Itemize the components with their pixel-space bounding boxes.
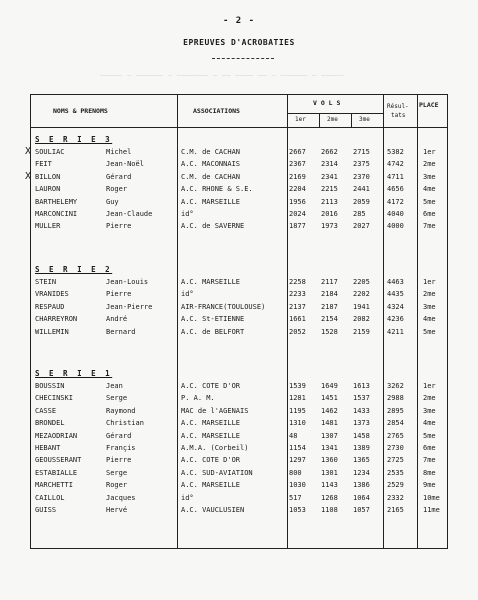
flight-3-score: 1064 [353, 493, 370, 502]
table-row [31, 328, 449, 340]
column-divider [351, 113, 352, 127]
result-cell: 4324 [387, 302, 404, 311]
association-cell: A.C. COTE D'OR [181, 456, 241, 465]
flight-1-score: 1195 [289, 406, 306, 415]
flight-1-score: 2204 [289, 185, 306, 194]
result-cell: 2535 [387, 468, 404, 477]
result-cell: 4435 [387, 290, 404, 299]
flight-1-score: 2169 [289, 172, 306, 181]
table-row [31, 432, 449, 444]
flight-3-score: 1386 [353, 481, 370, 490]
flight-3-score: 1458 [353, 431, 370, 440]
association-cell: A.C. RHONE & S.E. [181, 185, 253, 194]
flight-1-score: 2258 [289, 278, 306, 286]
competitor-firstname: Françis [106, 444, 136, 452]
association-cell: A.C. de SAVERNE [181, 222, 245, 231]
association-cell: A.C. MARSEILLE [181, 419, 241, 428]
competitor-firstname: Gérard [106, 431, 132, 440]
title-underline [212, 58, 274, 59]
competitor-name: CASSE [35, 406, 57, 415]
association-cell: C.M. de CACHAN [181, 148, 241, 156]
section-title: S E R I E 3 [35, 135, 113, 144]
flight-2-score: 2113 [321, 197, 338, 206]
table-row [31, 394, 449, 406]
header-names: NOMS & PRENOMS [53, 107, 108, 115]
association-cell: AIR-FRANCE(TOULOUSE) [181, 302, 266, 311]
flight-3-score: 1373 [353, 419, 370, 428]
association-cell: A.C. MARSEILLE [181, 481, 241, 490]
competitor-firstname: Pierre [106, 456, 132, 465]
flight-2-score: 1462 [321, 406, 338, 415]
result-cell: 5382 [387, 148, 404, 156]
competitor-name: ESTABIALLE [35, 468, 78, 477]
competitor-firstname: Jacques [106, 493, 136, 502]
flight-3-score: 1057 [353, 506, 370, 514]
flight-1-score: 1281 [289, 394, 306, 403]
association-cell: id° [181, 210, 194, 218]
association-cell: A.C. MARSEILLE [181, 431, 241, 440]
flight-1-score: 517 [289, 493, 302, 502]
competitor-name: CAILLOL [35, 493, 65, 502]
competitor-firstname: André [106, 315, 128, 324]
flight-2-score: 2314 [321, 160, 338, 169]
flight-2-score: 2215 [321, 185, 338, 194]
competitor-firstname: Pierre [106, 290, 132, 299]
association-cell: A.C. MARSEILLE [181, 197, 241, 206]
competitor-name: STEIN [35, 278, 57, 286]
result-cell: 2529 [387, 481, 404, 490]
table-row [31, 419, 449, 431]
result-cell: 2332 [387, 493, 404, 502]
table-row [31, 506, 449, 518]
association-cell: A.C. de BELFORT [181, 327, 245, 336]
result-cell: 4742 [387, 160, 404, 169]
competitor-firstname: Roger [106, 185, 128, 194]
association-cell: MAC de l'AGENAIS [181, 406, 249, 415]
header-divider [287, 113, 383, 114]
flight-2-score: 1143 [321, 481, 338, 490]
association-cell: id° [181, 493, 194, 502]
flight-2-score: 1451 [321, 394, 338, 403]
competitor-name: GUISS [35, 506, 57, 514]
section-title: S E R I E 1 [35, 369, 113, 378]
competitor-firstname: Raymond [106, 406, 136, 415]
place-cell: 1er [423, 148, 436, 156]
competitor-firstname: Christian [106, 419, 144, 428]
table-row [31, 481, 449, 493]
flight-2-score: 1108 [321, 506, 338, 514]
flight-3-score: 2027 [353, 222, 370, 231]
table-row [31, 494, 449, 506]
flight-3-score: 1613 [353, 382, 370, 390]
competitor-name: GEOUSSERANT [35, 456, 82, 465]
result-cell: 2725 [387, 456, 404, 465]
table-row [31, 382, 449, 394]
result-cell: 2988 [387, 394, 404, 403]
table-row [31, 222, 449, 234]
place-cell: 3me [423, 406, 436, 415]
flight-3-score: 1433 [353, 406, 370, 415]
competitor-firstname: Guy [106, 197, 119, 206]
flight-1-score: 1661 [289, 315, 306, 324]
result-cell: 2765 [387, 431, 404, 440]
competitor-name: LAURON [35, 185, 61, 194]
header-vol-3: 3me [359, 116, 370, 123]
table-row [31, 198, 449, 210]
flight-1-score: 1154 [289, 444, 306, 452]
flight-3-score: 2059 [353, 197, 370, 206]
header-vols: V O L S [313, 99, 341, 107]
flight-3-score: 2202 [353, 290, 370, 299]
competitor-firstname: Pierre [106, 222, 132, 231]
competitor-firstname: Jean-Pierre [106, 302, 153, 311]
table-row [31, 407, 449, 419]
handwritten-cross-mark: X [25, 170, 32, 182]
association-cell: A.C. COTE D'OR [181, 382, 241, 390]
flight-1-score: 1030 [289, 481, 306, 490]
competitor-firstname: Michel [106, 148, 132, 156]
flight-2-score: 2341 [321, 172, 338, 181]
flight-1-score: 1310 [289, 419, 306, 428]
competitor-name: CHARREYRON [35, 315, 78, 324]
association-cell: A.C. SUD-AVIATION [181, 468, 253, 477]
association-cell: A.C. MACONNAIS [181, 160, 241, 169]
place-cell: 1er [423, 278, 436, 286]
section-title: S E R I E 2 [35, 265, 113, 274]
flight-3-score: 1234 [353, 468, 370, 477]
place-cell: 3me [423, 172, 436, 181]
flight-1-score: 2367 [289, 160, 306, 169]
place-cell: 10me [423, 493, 440, 502]
header-results-2: tats [391, 112, 406, 119]
flight-1-score: 48 [289, 431, 298, 440]
place-cell: 7me [423, 222, 436, 231]
header-place: PLACE [419, 101, 439, 109]
result-cell: 4463 [387, 278, 404, 286]
flight-3-score: 1537 [353, 394, 370, 403]
table-row [31, 278, 449, 290]
flight-2-score: 1341 [321, 444, 338, 452]
competitor-firstname: Roger [106, 481, 128, 490]
result-cell: 2165 [387, 506, 404, 514]
flight-3-score: 1365 [353, 456, 370, 465]
competitor-firstname: Serge [106, 394, 128, 403]
flight-2-score: 1528 [321, 327, 338, 336]
flight-3-score: 1389 [353, 444, 370, 452]
flight-3-score: 2159 [353, 327, 370, 336]
flight-3-score: 2082 [353, 315, 370, 324]
place-cell: 4me [423, 315, 436, 324]
handwritten-cross-mark: X [25, 146, 32, 157]
competitor-name: CHECINSKI [35, 394, 73, 403]
place-cell: 8me [423, 468, 436, 477]
place-cell: 5me [423, 197, 436, 206]
competitor-firstname: Jean-Claude [106, 210, 153, 218]
association-cell: P. A. M. [181, 394, 215, 403]
table-row [31, 315, 449, 327]
result-cell: 4236 [387, 315, 404, 324]
place-cell: 4me [423, 185, 436, 194]
competitor-name: RESPAUD [35, 302, 65, 311]
table-row [31, 210, 449, 222]
association-cell: A.C. VAUCLUSIEN [181, 506, 245, 514]
competitor-firstname: Hervé [106, 506, 128, 514]
flight-1-score: 2137 [289, 302, 306, 311]
flight-2-score: 2187 [321, 302, 338, 311]
competitor-firstname: Bernard [106, 327, 136, 336]
place-cell: 5me [423, 431, 436, 440]
flight-2-score: 1301 [321, 468, 338, 477]
association-cell: A.C. MARSEILLE [181, 278, 241, 286]
result-cell: 4711 [387, 172, 404, 181]
competitor-name: SOULIAC [35, 148, 65, 156]
flight-2-score: 1973 [321, 222, 338, 231]
competitor-name: HEBANT [35, 444, 61, 452]
place-cell: 1er [423, 382, 436, 390]
competitor-firstname: Gérard [106, 172, 132, 181]
place-cell: 2me [423, 160, 436, 169]
header-vol-1: 1er [295, 116, 306, 123]
result-cell: 2895 [387, 406, 404, 415]
flight-1-score: 2667 [289, 148, 306, 156]
header-results: Résul- [387, 103, 409, 110]
page-title: EPREUVES D'ACROBATIES [183, 38, 295, 47]
table-row [31, 160, 449, 172]
flight-1-score: 1956 [289, 197, 306, 206]
competitor-name: MULLER [35, 222, 61, 231]
flight-3-score: 2375 [353, 160, 370, 169]
header-vol-2: 2me [327, 116, 338, 123]
flight-3-score: 2441 [353, 185, 370, 194]
header-bottom-rule [31, 127, 447, 128]
place-cell: 6me [423, 210, 436, 218]
table-row [31, 456, 449, 468]
result-cell: 4172 [387, 197, 404, 206]
flight-1-score: 2052 [289, 327, 306, 336]
competitor-name: WILLEMIN [35, 327, 69, 336]
place-cell: 5me [423, 327, 436, 336]
flight-2-score: 1481 [321, 419, 338, 428]
column-divider [319, 113, 320, 127]
flight-2-score: 2154 [321, 315, 338, 324]
association-cell: A.C. St-ETIENNE [181, 315, 245, 324]
flight-2-score: 2662 [321, 148, 338, 156]
place-cell: 7me [423, 456, 436, 465]
place-cell: 3me [423, 302, 436, 311]
competitor-name: BARTHELEMY [35, 197, 78, 206]
flight-1-score: 1053 [289, 506, 306, 514]
table-row [25, 170, 449, 185]
place-cell: 11me [423, 506, 440, 514]
flight-1-score: 1539 [289, 382, 306, 390]
flight-3-score: 2370 [353, 172, 370, 181]
result-cell: 2854 [387, 419, 404, 428]
flight-2-score: 2117 [321, 278, 338, 286]
place-cell: 6me [423, 444, 436, 452]
competitor-name: BILLON [35, 172, 61, 181]
competitor-name: MARCONCINI [35, 210, 78, 218]
flight-3-score: 2205 [353, 278, 370, 286]
result-cell: 4040 [387, 210, 404, 218]
competitor-firstname: Jean [106, 382, 123, 390]
header-associations: ASSOCIATIONS [193, 107, 240, 115]
competitor-name: VRANIDES [35, 290, 69, 299]
association-cell: id° [181, 290, 194, 299]
flight-3-score: 2715 [353, 148, 370, 156]
result-cell: 4656 [387, 185, 404, 194]
competitor-firstname: Serge [106, 468, 128, 477]
place-cell: 2me [423, 290, 436, 299]
table-row [31, 303, 449, 315]
page-number: - 2 - [222, 16, 256, 26]
flight-2-score: 1268 [321, 493, 338, 502]
flight-2-score: 2016 [321, 210, 338, 218]
table-row [31, 185, 449, 197]
place-cell: 2me [423, 394, 436, 403]
faded-subtitle-illegible: _____ _ ______ _ _______ _ __ ____ __ _ ______ _ _____ [100, 68, 344, 76]
competitor-firstname: Jean-Louis [106, 278, 149, 286]
flight-1-score: 2233 [289, 290, 306, 299]
table-row [31, 290, 449, 302]
table-row [31, 444, 449, 456]
table-row [31, 469, 449, 481]
result-cell: 4211 [387, 327, 404, 336]
flight-2-score: 1307 [321, 431, 338, 440]
result-cell: 4000 [387, 222, 404, 231]
result-cell: 2730 [387, 444, 404, 452]
flight-2-score: 1649 [321, 382, 338, 390]
place-cell: 9me [423, 481, 436, 490]
flight-2-score: 1360 [321, 456, 338, 465]
flight-1-score: 800 [289, 468, 302, 477]
flight-1-score: 1877 [289, 222, 306, 231]
result-cell: 3262 [387, 382, 404, 390]
competitor-name: MARCHETTI [35, 481, 73, 490]
place-cell: 4me [423, 419, 436, 428]
competitor-name: FEIT [35, 160, 52, 169]
table-row [25, 146, 449, 160]
flight-1-score: 1297 [289, 456, 306, 465]
flight-1-score: 2024 [289, 210, 306, 218]
competitor-name: MEZAODRIAN [35, 431, 78, 440]
competitor-firstname: Jean-Noël [106, 160, 144, 169]
competitor-name: BOUSSIN [35, 382, 65, 390]
flight-2-score: 2184 [321, 290, 338, 299]
competitor-name: BRONDEL [35, 419, 65, 428]
flight-3-score: 1941 [353, 302, 370, 311]
association-cell: A.M.A. (Corbeil) [181, 444, 249, 452]
results-table [25, 94, 448, 549]
flight-3-score: 285 [353, 210, 366, 218]
association-cell: C.M. de CACHAN [181, 172, 241, 181]
